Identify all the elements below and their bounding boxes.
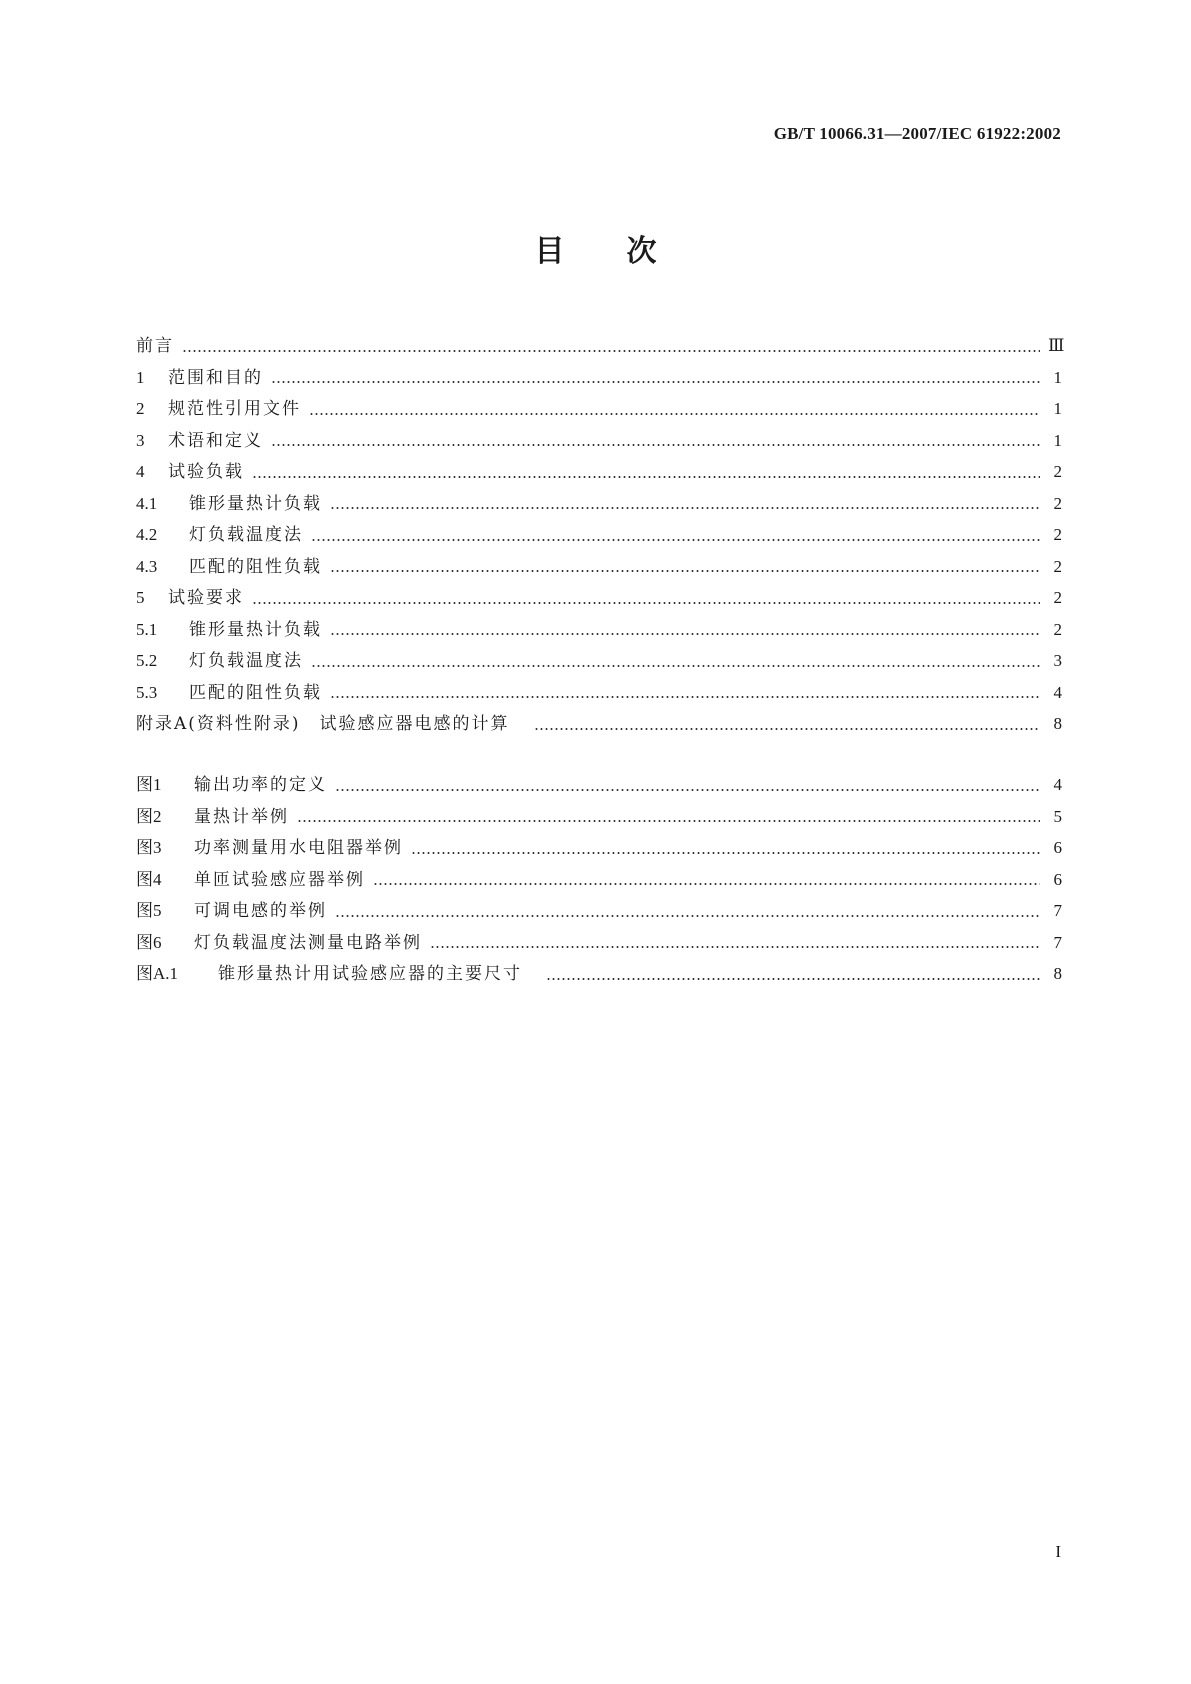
dot-leader [271, 380, 1040, 384]
toc-entry-number: 5.3 [136, 682, 158, 702]
figure-entry-1[interactable] [136, 769, 1062, 801]
table-of-contents [136, 330, 1065, 740]
figure-entry-label: 输出功率的定义 [194, 775, 327, 795]
figure-entry-page: 7 [1053, 901, 1062, 920]
figure-entry-page: 8 [1053, 964, 1062, 983]
figure-entry-page: 4 [1053, 775, 1062, 794]
figure-entry-5[interactable] [136, 895, 1062, 927]
dot-leader [330, 569, 1040, 573]
standard-code: GB/T 10066.31—2007/IEC 61922:2002 [773, 124, 1061, 143]
figure-entry-6[interactable] [136, 927, 1062, 959]
toc-entry-5-1[interactable] [136, 614, 1062, 646]
figure-entry-label: 功率测量用水电阻器举例 [194, 838, 403, 858]
toc-entry-page: 1 [1053, 367, 1062, 387]
figure-entry-a-1[interactable] [136, 958, 1062, 990]
dot-leader [373, 882, 1040, 886]
toc-entry-label: 前言 [136, 336, 174, 356]
figure-entry-number: 图4 [136, 869, 162, 889]
dot-leader [252, 475, 1040, 479]
dot-leader [534, 727, 1040, 731]
figure-entry-3[interactable] [136, 832, 1062, 864]
figure-entry-page: 7 [1053, 932, 1062, 952]
figure-entry-number: 图2 [136, 806, 162, 826]
toc-entry-2[interactable] [136, 393, 1062, 425]
figure-entry-label: 单匝试验感应器举例 [194, 869, 365, 890]
dot-leader [252, 601, 1040, 605]
toc-entry-page: 4 [1053, 682, 1062, 702]
toc-entry-4-2[interactable] [136, 519, 1062, 551]
dot-leader [430, 945, 1040, 949]
figure-entry-number: 图1 [136, 775, 162, 794]
toc-entry-label: 匹配的阻性负载 [189, 682, 322, 703]
toc-entry-number: 4.3 [136, 556, 158, 576]
figure-entry-number: 图5 [136, 901, 162, 920]
dot-leader [309, 412, 1040, 416]
toc-entry-page: Ⅲ [1048, 336, 1065, 355]
dot-leader [311, 664, 1040, 668]
toc-entry-5[interactable] [136, 582, 1062, 614]
figure-entry-number: 图A.1 [136, 964, 179, 983]
toc-entry-5-2[interactable] [136, 645, 1062, 677]
toc-title: 目次 [534, 234, 719, 269]
dot-leader [330, 632, 1040, 636]
toc-entry-label: 试验要求 [168, 588, 244, 608]
toc-entry-foreword[interactable] [136, 330, 1065, 362]
figure-entry-number: 图6 [136, 932, 162, 952]
toc-entry-page: 2 [1053, 525, 1062, 544]
figure-entry-label: 量热计举例 [194, 806, 289, 827]
figure-entry-page: 5 [1053, 806, 1062, 826]
dot-leader [546, 977, 1040, 981]
toc-entry-page: 1 [1053, 399, 1062, 418]
figure-entry-label: 灯负载温度法测量电路举例 [194, 932, 422, 953]
toc-entry-annex-a[interactable] [136, 708, 1062, 740]
toc-entry-label: 灯负载温度法 [189, 525, 303, 545]
dot-leader [330, 695, 1040, 699]
toc-entry-page: 2 [1053, 462, 1062, 481]
dot-leader [335, 914, 1040, 918]
dot-leader [330, 506, 1040, 510]
toc-entry-number: 5.2 [136, 651, 158, 670]
toc-entry-label: 锥形量热计负载 [189, 493, 322, 514]
figure-entry-4[interactable] [136, 864, 1062, 896]
toc-entry-number: 5.1 [136, 619, 158, 639]
dot-leader [297, 819, 1040, 823]
toc-entry-1[interactable] [136, 362, 1062, 394]
dot-leader [182, 349, 1040, 353]
toc-entry-number: 4.1 [136, 493, 158, 513]
toc-entry-number: 4 [136, 462, 145, 481]
dot-leader [411, 851, 1040, 855]
toc-entry-label: 灯负载温度法 [189, 651, 303, 671]
toc-entry-number: 5 [136, 588, 145, 607]
toc-entry-label: 附录A(资料性附录) 试验感应器电感的计算 [136, 714, 510, 734]
toc-entry-label: 匹配的阻性负载 [189, 556, 322, 577]
toc-entry-4-3[interactable] [136, 551, 1062, 583]
figure-entry-label: 可调电感的举例 [194, 901, 327, 921]
toc-entry-label: 范围和目的 [168, 367, 263, 388]
toc-entry-label: 规范性引用文件 [168, 399, 301, 419]
list-of-figures [136, 769, 1062, 990]
dot-leader [311, 538, 1040, 542]
figure-entry-page: 6 [1053, 838, 1062, 857]
toc-entry-page: 8 [1053, 714, 1062, 733]
dot-leader [335, 788, 1040, 792]
toc-entry-3[interactable] [136, 425, 1062, 457]
toc-entry-number: 4.2 [136, 525, 158, 544]
figure-entry-number: 图3 [136, 838, 162, 857]
toc-entry-number: 2 [136, 399, 145, 418]
toc-entry-page: 2 [1053, 556, 1062, 576]
toc-entry-label: 试验负载 [168, 462, 244, 482]
dot-leader [271, 443, 1040, 447]
toc-entry-4-1[interactable] [136, 488, 1062, 520]
toc-entry-number: 3 [136, 430, 145, 450]
toc-entry-page: 2 [1053, 493, 1062, 513]
figure-entry-page: 6 [1053, 869, 1062, 889]
toc-entry-5-3[interactable] [136, 677, 1062, 709]
toc-entry-page: 3 [1053, 651, 1062, 670]
figure-entry-2[interactable] [136, 801, 1062, 833]
toc-entry-number: 1 [136, 367, 145, 387]
toc-entry-page: 2 [1053, 588, 1062, 607]
toc-entry-label: 锥形量热计负载 [189, 619, 322, 640]
toc-entry-4[interactable] [136, 456, 1062, 488]
figure-entry-label: 锥形量热计用试验感应器的主要尺寸 [218, 964, 522, 984]
toc-entry-label: 术语和定义 [168, 430, 263, 451]
toc-entry-page: 1 [1053, 430, 1062, 450]
toc-entry-page: 2 [1053, 619, 1062, 639]
page-number: I [1055, 1542, 1061, 1561]
